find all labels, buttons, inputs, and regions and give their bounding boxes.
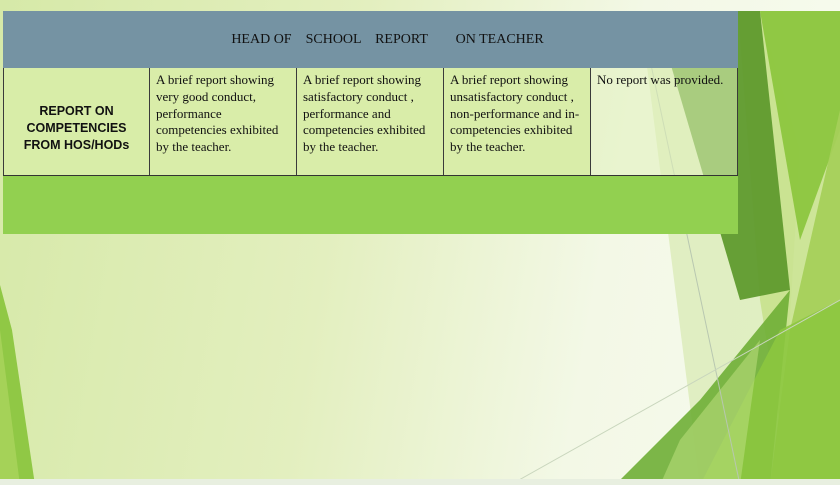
table-cell-unsatisfactory: A brief report showing unsatisfactory conduct , non-performance and in-competencies exhibited by the teacher. <box>444 68 591 175</box>
table-cell-satisfactory: A brief report showing satisfactory conduct , performance and competencies exhibited by the teacher. <box>297 68 444 175</box>
table-cell-no-report: No report was provided. <box>591 68 738 175</box>
report-table <box>3 11 738 234</box>
table-cell-very-good: A brief report showing very good conduct, performance competencies exhibited by the teacher. <box>150 68 297 175</box>
table-header-title: HEAD OF SCHOOL REPORT ON TEACHER <box>231 31 544 47</box>
table-empty-green-row <box>3 176 738 234</box>
table-header-row <box>3 11 738 68</box>
table-row <box>3 68 738 176</box>
bottom-strip <box>0 479 840 485</box>
row-label-cell: REPORT ON COMPETENCIES FROM HOS/HODs <box>3 68 150 175</box>
